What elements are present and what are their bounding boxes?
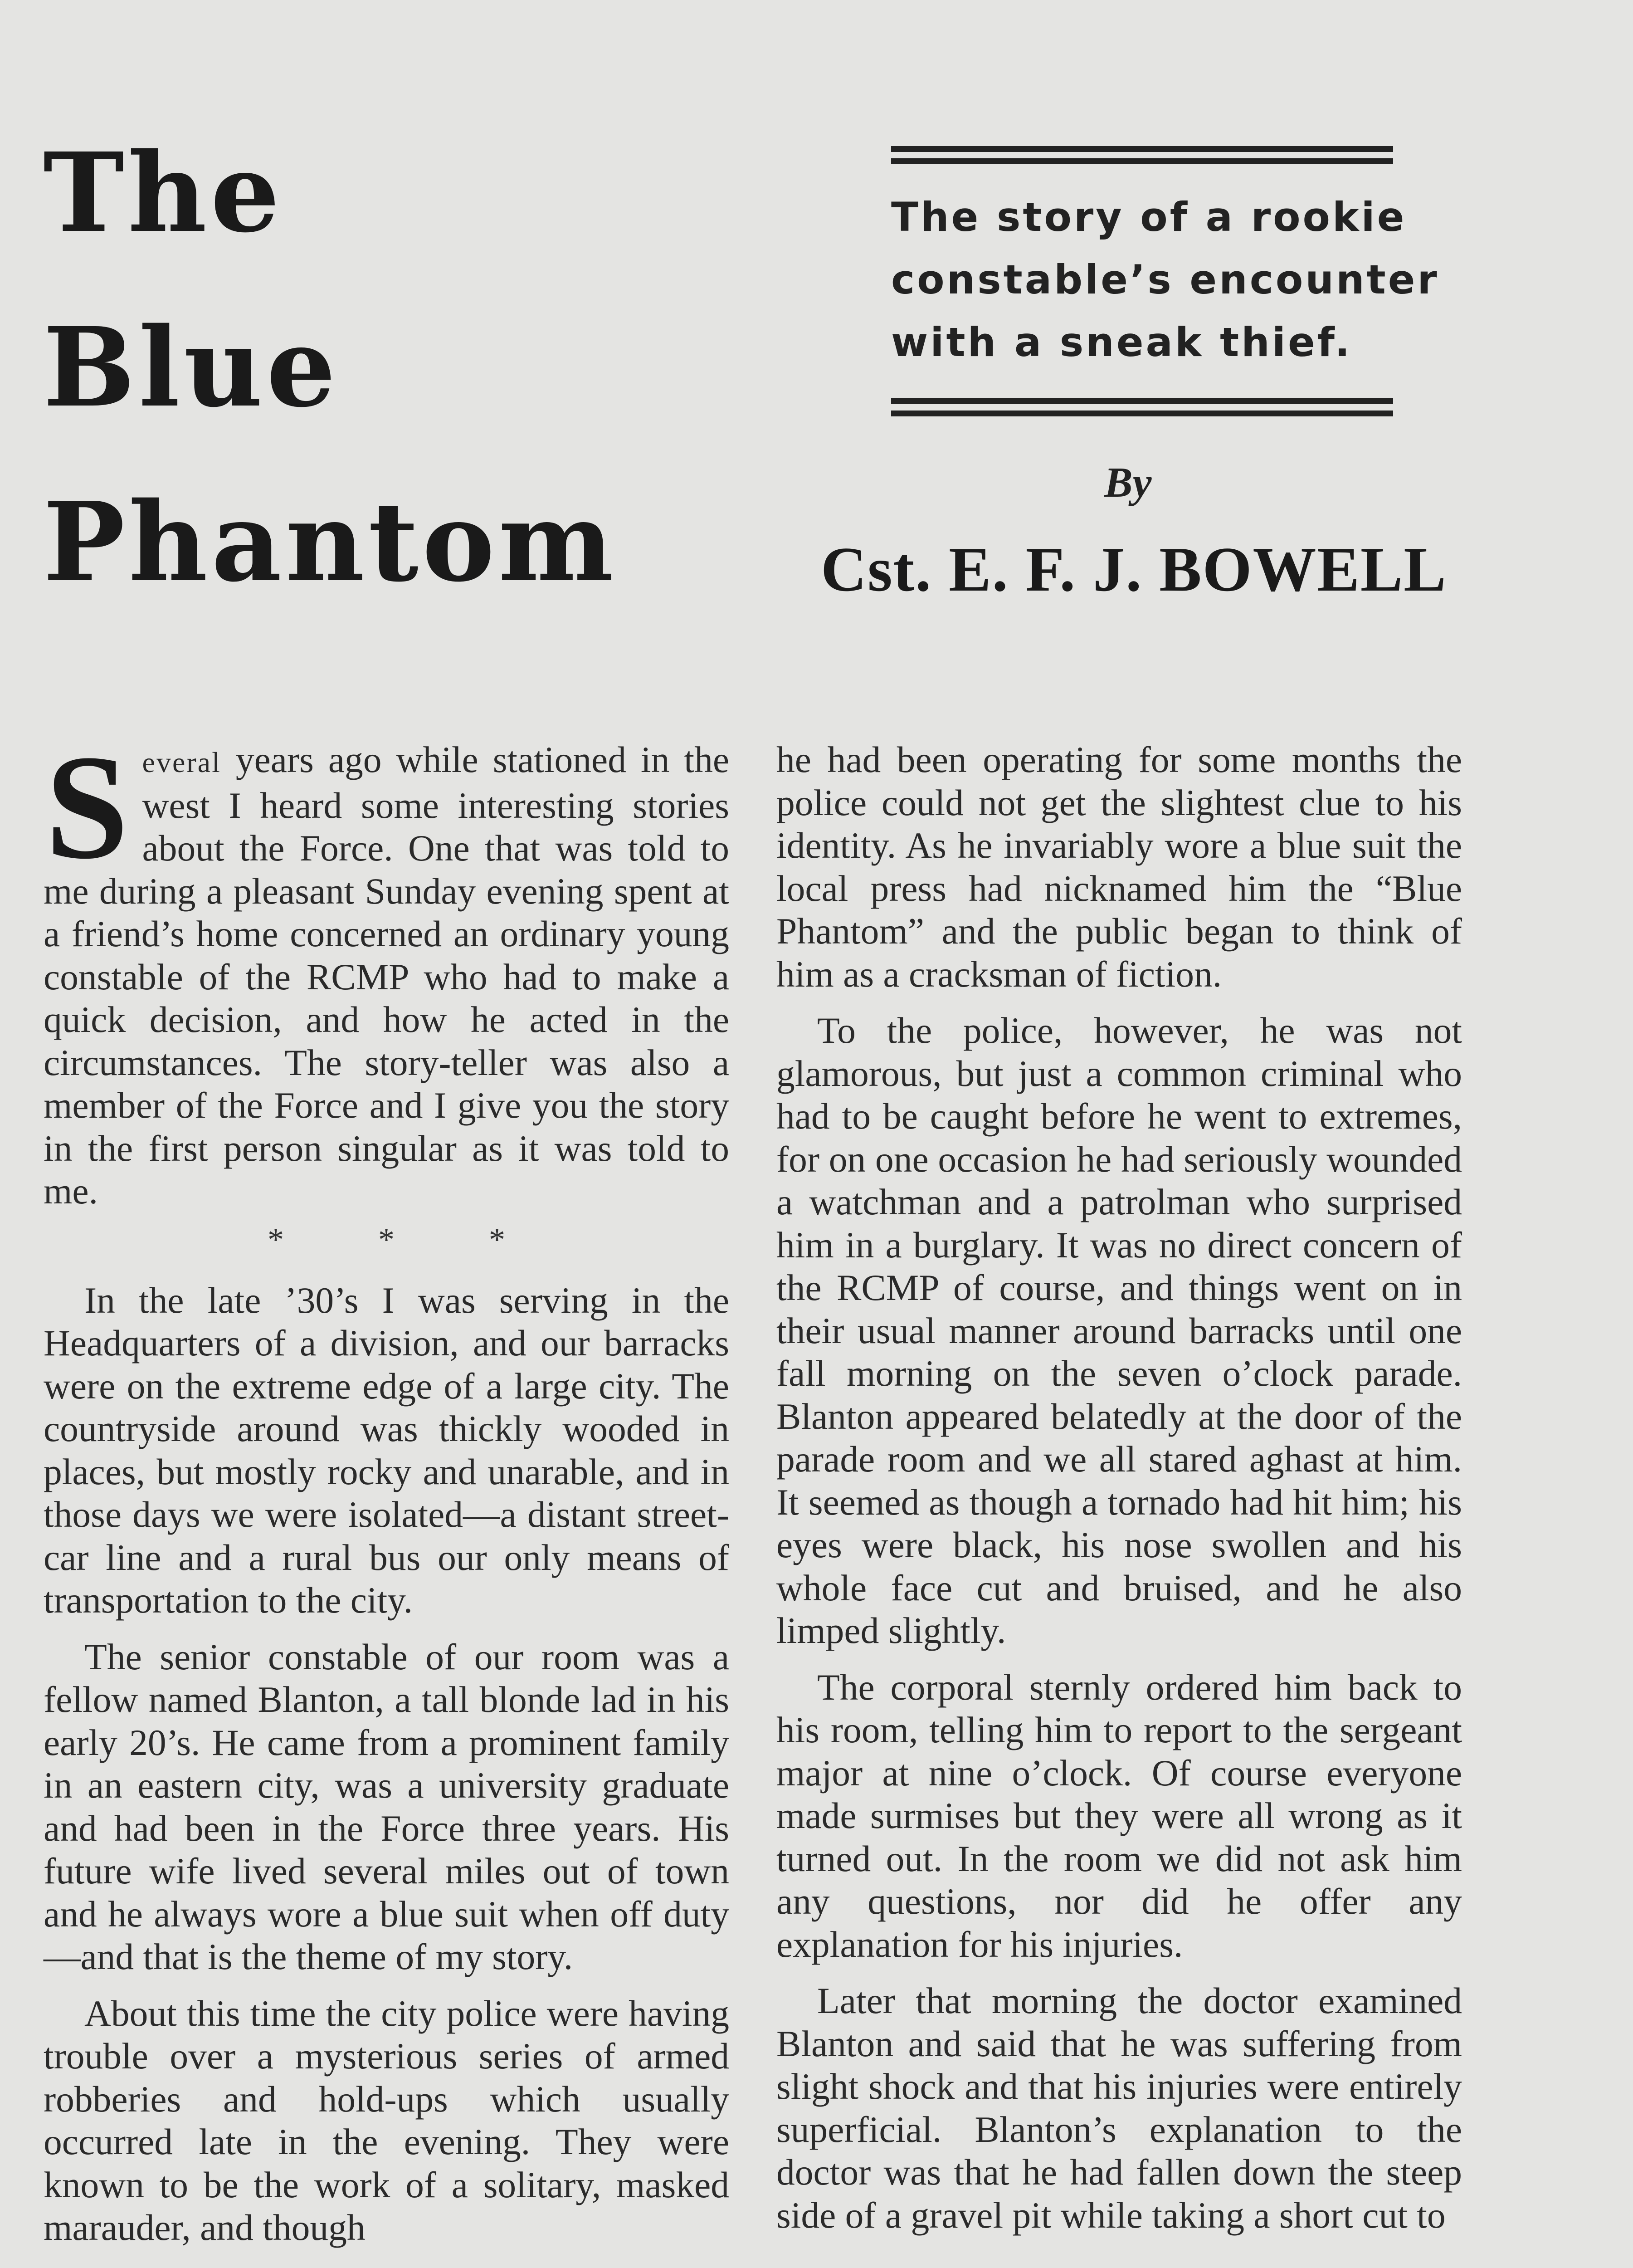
paragraph-text: years ago while stationed in the west I heard some interesting stories about the Force. One that was told to me during a pleasant Sunday evening spent at a friend’s home concerned an ordinary young constable of the RCMP who had to make a quick decision, and how he acted in the circumstances. The story-teller was also a member of the Force and I give you the story in the first person singular as it was told to me. [44, 739, 729, 1212]
opening-paragraph [44, 724, 729, 1213]
subtitle-line: constable’s encounter [891, 256, 1439, 303]
opening-smallcaps: everal [142, 746, 221, 778]
subtitle-line: The story of a rookie [891, 194, 1407, 240]
left-column [44, 724, 729, 2249]
paragraph: About this time the city police were having trouble over a mysterious series of armed robberies and hold-ups which usually occurred late in the evening. They were known to be the work of a solitary, masked marauder, and though [44, 1992, 729, 2248]
author-name: Cst. E. F. J. BOWELL [821, 534, 1447, 605]
double-rule-top [891, 146, 1393, 164]
title-line-blue: Blue [43, 303, 340, 431]
right-column [776, 738, 1462, 2237]
paragraph: The senior constable of our room was a fellow named Blanton, a tall blonde lad in his early 20’s. He came from a prominent family in an eastern city, was a university graduate and had been in the Force three years. His future wife lived several miles out of town and he always wore a blue suit when off duty—and that is the theme of my story. [44, 1636, 729, 1977]
paragraph: Later that morning the doctor examined Blanton and said that he was suffering from slight shock and that his injuries were entirely superficial. Blanton’s explanation to the doctor was that he had fallen down the steep side of a gravel pit while taking a short cut to [776, 1980, 1462, 2236]
paragraph: The corporal sternly ordered him back to his room, telling him to report to the sergeant major at nine o’clock. Of course everyone made surmises but they were all wrong as it turned out. In the room we did not ask him any questions, nor did he offer any explanation for his injuries. [776, 1666, 1462, 1965]
paragraph: In the late ’30’s I was serving in the Headquarters of a division, and our barracks were on the extreme edge of a large city. The countryside around was thickly wooded in places, but mostly rocky and unarable, and in those days we were isolated—a distant street-car line and a rural bus our only means of transportation to the city. [44, 1279, 729, 1621]
paragraph: To the police, however, he was not glamorous, but just a common criminal who had to be caught before he went to extremes, for on one occasion he had seriously wounded a watchman and a patrolman who surprised him in a burglary. It was no direct concern of the RCMP of course, and things went on in their usual manner around barracks until one fall morning on the seven o’clock parade. Blanton appeared belatedly at the door of the parade room and we all stared aghast at him. It seemed as though a tornado had hit him; his eyes were black, his nose swollen and his whole face cut and bruised, and he also limped slightly. [776, 1010, 1462, 1651]
subtitle [891, 186, 1439, 374]
drop-cap: S [45, 724, 129, 890]
section-separator: * * * [268, 1221, 505, 1258]
paragraph-continued: he had been operating for some months the police could not get the slightest clue to his identity. As he invariably wore a blue suit the local press had nicknamed him the “Blue Phantom” and the public began to think of him as a cracksman of fiction. [776, 739, 1462, 995]
double-rule-bottom [891, 398, 1393, 416]
byline-by: By [1104, 459, 1152, 506]
title-line-phantom: Phantom [43, 478, 617, 606]
subtitle-line: with a sneak thief. [891, 319, 1352, 366]
title-line-the: The [43, 129, 283, 257]
